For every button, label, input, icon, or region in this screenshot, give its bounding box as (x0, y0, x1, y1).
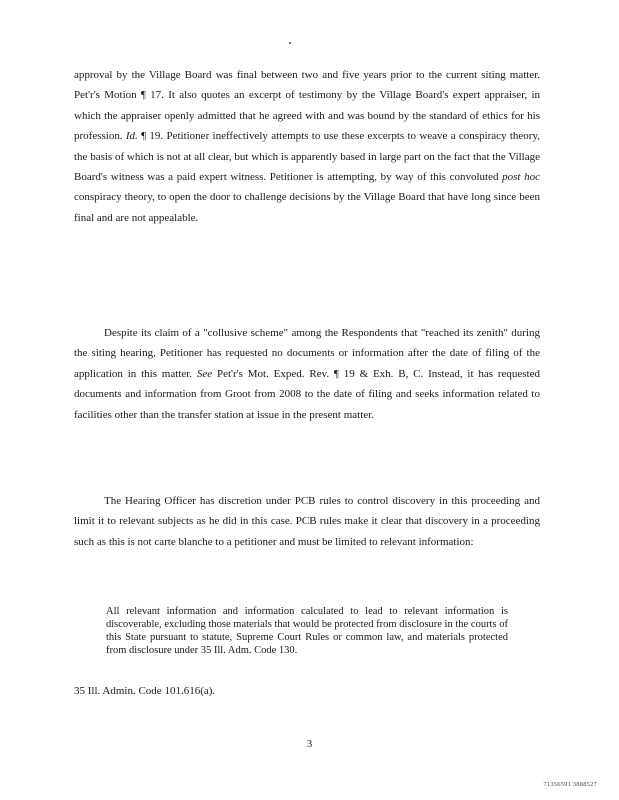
paragraph-1 (74, 65, 540, 228)
citation: 35 Ill. Admin. Code 101.616(a). (74, 685, 216, 697)
bates-number: 71356591 3888527 (543, 781, 597, 788)
paragraph-3 (74, 491, 540, 552)
scan-speck (289, 42, 291, 44)
paragraph-2-text: Despite its claim of a "collusive scheme" among the Respondents that "reached its zenith" during the siting hearing, Petitioner has requested no documents or information after the date of filing of the application in this matter. See Pet'r's Mot. Exped. Rev. ¶ 19 & Exh. B, C. Instead, it has requested documents and information from Groot from 2008 to the date of filing and seeks information related to facilities other than the transfer station at issue in the present matter. (74, 327, 541, 421)
paragraph-2 (74, 323, 540, 425)
paragraph-3-text: The Hearing Officer has discretion under PCB rules to control discovery in this proceeding and limit it to relevant subjects as he did in this case. PCB rules make it clear that discovery in a proceeding such as this is not carte blanche to a petitioner and must be limited to relevant information: (74, 495, 540, 548)
paragraph-1-text: approval by the Village Board was final between two and five years prior to the current siting matter. Pet'r's Motion ¶ 17. It also quotes an excerpt of testimony by the Village Board's expert appraiser, in which the appraiser openly admitted that he agreed with and was bound by the standard of ethics for his profession. Id. ¶ 19. Petitioner ineffectively attempts to use these excerpts to weave a conspiracy theory, the basis of which is not at all clear, but which is apparently based in large part on the fact that the Village Board's witness was a paid expert witness. Petitioner is attempting, by way of this convoluted post hoc conspiracy theory, to open the door to challenge decisions by the Village Board that have long since been final and are not appealable. (74, 69, 541, 224)
block-quote: All relevant information and information calculated to lead to relevant information is discoverable, excluding those materials that would be protected from disclosure in the courts of this State pursuant to statute, Supreme Court Rules or common law, and materials protected from disclosure under 35 Ill. Adm. Code 130. (106, 606, 508, 657)
page-number: 3 (306, 738, 313, 750)
